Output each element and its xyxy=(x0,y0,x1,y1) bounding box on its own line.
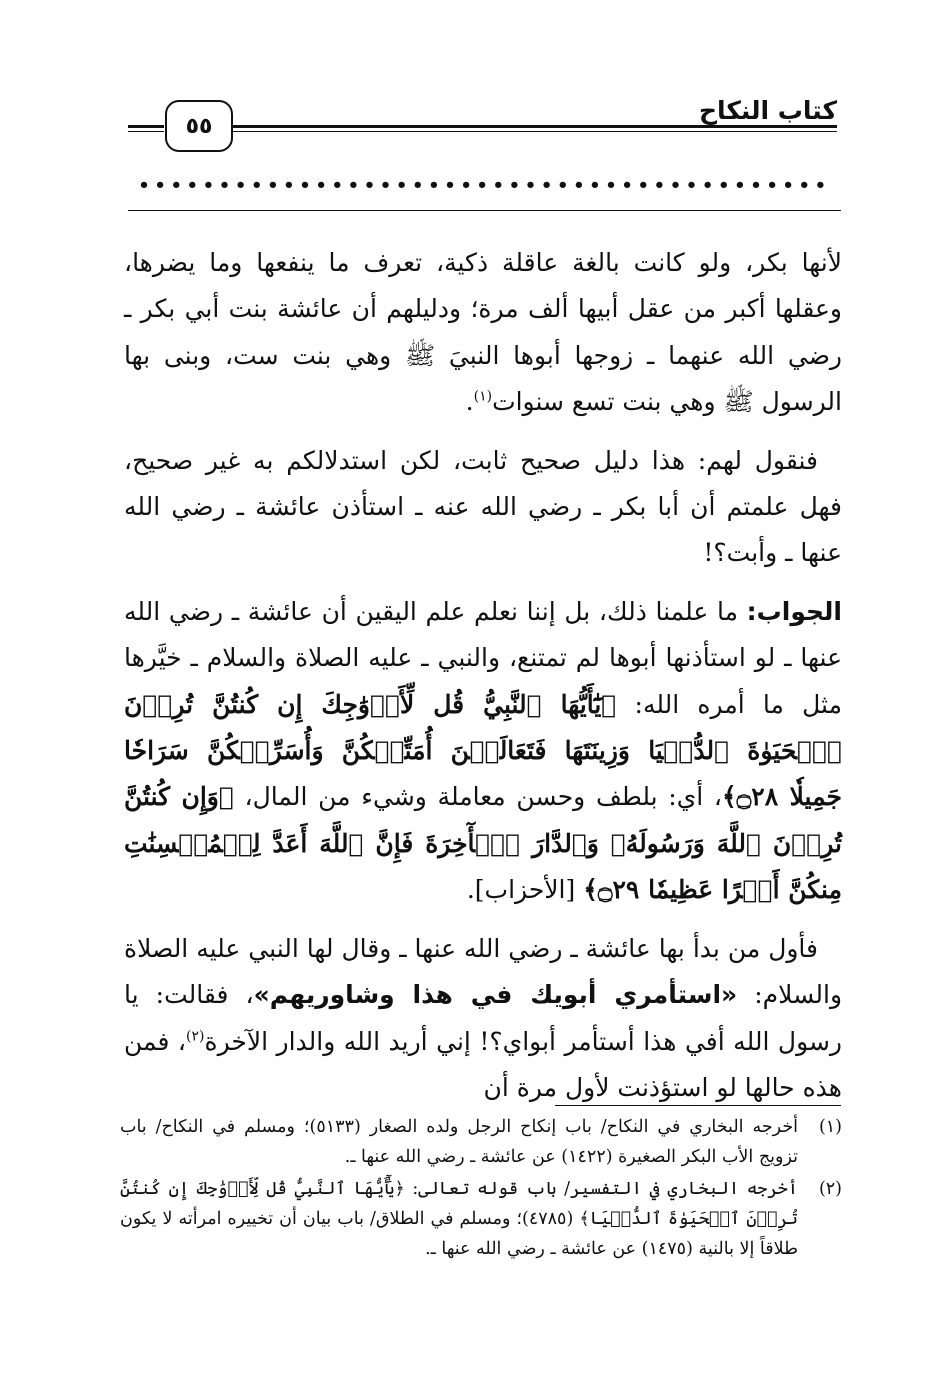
footnote-rule xyxy=(555,1105,841,1106)
footnote-text: أخرجه البخاري في النكاح/ باب إنكاح الرجل ولده الصغار (٥١٣٣)؛ ومسلم في النكاح/ باب تزويج الأب البكر الصغيرة (١٤٢٢) عن عائشة ـ رضي الله عنها ـ. xyxy=(120,1117,798,1167)
footnote-number: (٢) xyxy=(818,1179,842,1199)
hadith-quote: «استأمري أبويك في هذا وشاوريهم» xyxy=(253,980,738,1010)
book-title: كتاب النكاح xyxy=(698,96,837,125)
paragraph-3-text-a: ما علمنا ذلك، بل إننا نعلم علم اليقين أن عائشة ـ رضي الله عنها ـ لو استأذنها أبوها لم تمتنع، والنبي ـ عليه الصلاة والسلام ـ خيَّرها مثل ما أمره الله: xyxy=(124,596,842,719)
paragraph-3 xyxy=(124,589,842,914)
paragraph-4-text-a: فأول من بدأ بها عائشة ـ رضي الله عنها ـ وقال لها النبي عليه الصلاة والسلام: xyxy=(124,933,843,1010)
header-rule-thin xyxy=(232,131,837,132)
footnote-ref-1: (١) xyxy=(473,388,493,405)
paragraph-4 xyxy=(124,926,842,1112)
header-rule xyxy=(232,125,837,128)
footnotes xyxy=(120,1112,842,1266)
paragraph-1-end: . xyxy=(465,387,474,417)
dotted-separator: ••••••••••••••••••••••••••••••••••••••••••• xyxy=(138,176,831,196)
header-rule-left-thin xyxy=(128,131,164,132)
header-rule-left xyxy=(128,125,164,128)
footnote-item xyxy=(120,1174,842,1264)
footnote-ref-2: (٢) xyxy=(186,1028,205,1045)
separator-rule xyxy=(128,210,841,211)
main-text xyxy=(124,240,842,1123)
footnote-item xyxy=(120,1112,842,1172)
footnote-number: (١) xyxy=(818,1117,842,1137)
paragraph-3-text-b: ، أي: بلطف وحسن معاملة وشيء من المال، xyxy=(233,782,722,812)
paragraph-4-text-c: ، فمن هذه حالها لو استؤذنت لأول مرة أن xyxy=(124,1026,842,1102)
page-number: ٥٥ xyxy=(185,113,213,139)
surah-reference: [الأحزاب]. xyxy=(466,875,584,905)
paragraph-4-text-b: ، فقالت: يا رسول الله أفي هذا أستأمر أبواي؟! إني أريد الله والدار الآخرة xyxy=(124,980,843,1056)
paragraph-1-text: لأنها بكر، ولو كانت بالغة عاقلة ذكية، تعرف ما ينفعها وما يضرها، وعقلها أكبر من عقل أبيها ألف مرة؛ ودليلهم أن عائشة بنت أبي بكر ـ رضي الله عنهما ـ زوجها أبوها النبيَ ﷺ وهي بنت ست، وبنى بها الرسول ﷺ وهي بنت تسع سنوات xyxy=(124,248,842,417)
page-number-box xyxy=(165,100,233,152)
quran-verse-2: ﴿وَإِن كُنتُنَّ تُرِدۡنَ ٱللَّهَ وَرَسُولَهُۥ وَٱلدَّارَ ٱلۡأٓخِرَةَ فَإِنَّ ٱللَّهَ أَعَدَّ لِلۡمُحۡسِنَٰتِ مِنكُنَّ أَجۡرًا عَظِيمٗا ۝٢٩﴾ xyxy=(124,782,842,905)
footnote-text: أخرجه البخاري في التفسير/ باب قوله تعالى: ﴿يَٰٓأَيُّهَا ٱلنَّبِيُّ قُل لِّأَزۡوَٰجِكَ إِن كُنتُنَّ تُرِدۡنَ ٱلۡحَيَوٰةَ ٱلدُّنۡيَا﴾ (٤٧٨٥)؛ ومسلم في الطلاق/ باب بيان أن تخييره امرأته لا يكون طلاقاً إلا بالنية (١٤٧٥) عن عائشة ـ رضي الله عنها ـ. xyxy=(120,1179,798,1259)
quran-verse-1: ﴿يَٰٓأَيُّهَا ٱلنَّبِيُّ قُل لِّأَزۡوَٰجِكَ إِن كُنتُنَّ تُرِدۡنَ ٱلۡحَيَوٰةَ ٱلدُّنۡيَا وَزِينَتَهَا فَتَعَالَيۡنَ أُمَتِّعۡكُنَّ وَأُسَرِّحۡكُنَّ سَرَاحٗا جَمِيلٗا ۝٢٨﴾ xyxy=(124,689,842,812)
answer-label: الجواب: xyxy=(746,596,842,626)
paragraph-1 xyxy=(124,240,842,426)
paragraph-2: فنقول لهم: هذا دليل صحيح ثابت، لكن استدلالكم به غير صحيح، فهل علمتم أن أبا بكر ـ رضي الله عنه ـ استأذن عائشة ـ رضي الله عنها ـ وأبت؟! xyxy=(124,445,842,568)
